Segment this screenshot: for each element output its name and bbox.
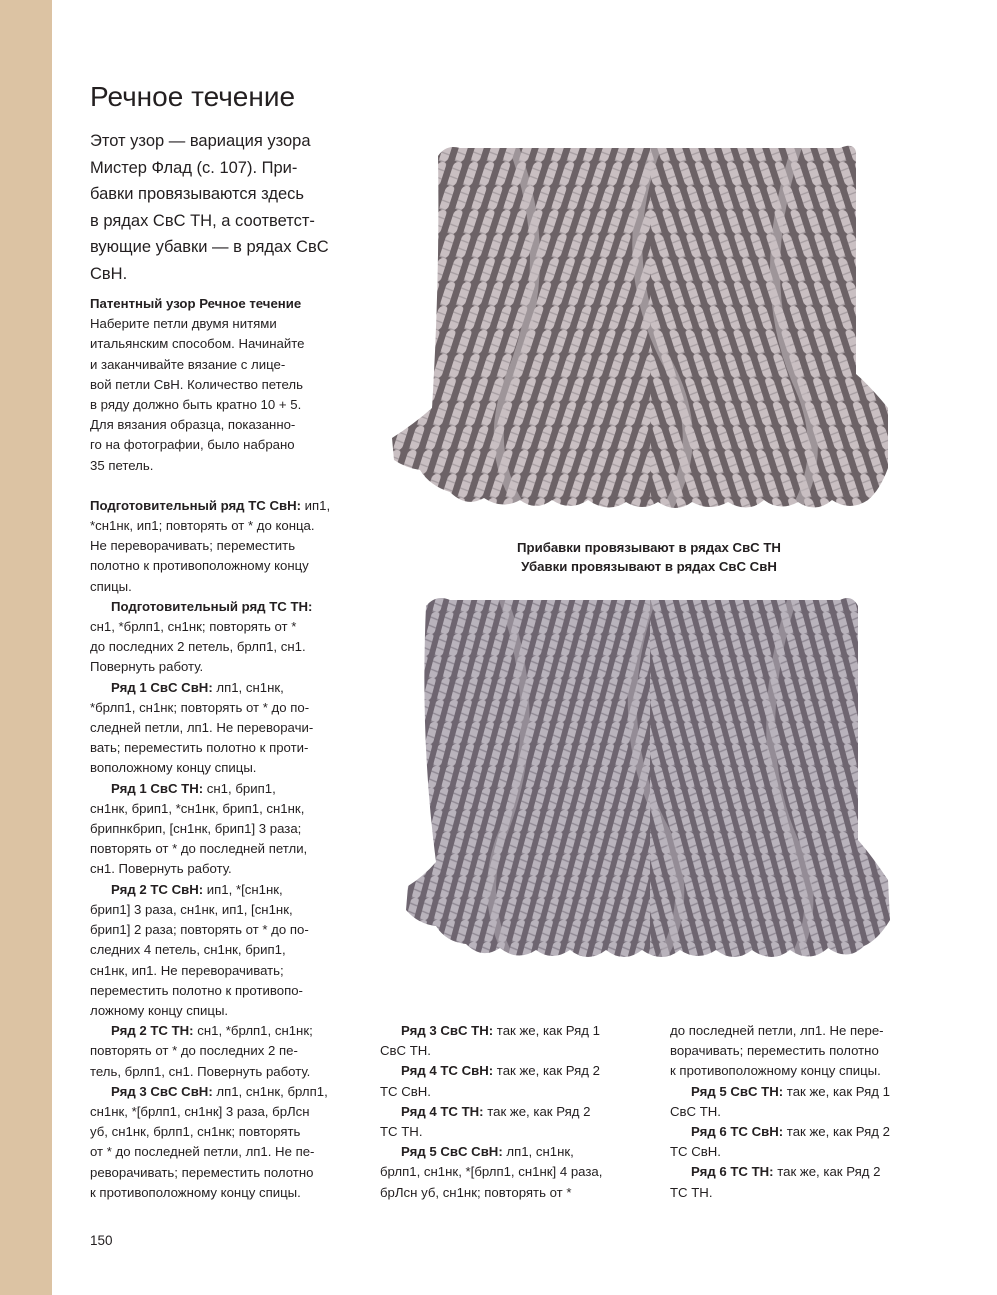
caption-line: Прибавки провязывают в рядах СвС ТН <box>517 540 781 555</box>
row-3-rs-dk <box>380 1021 645 1041</box>
text-line: сн1, *брлп1, сн1нк; повторять от * <box>90 619 297 635</box>
text-column-1 <box>90 294 355 1203</box>
text-line: переместить полотно к противопо- <box>90 982 303 998</box>
text-line: го на фотографии, было набрано <box>90 437 295 453</box>
text-line: *брлп1, сн1нк; повторять от * до по- <box>90 699 310 715</box>
row-label: Ряд 4 ТС СвН: <box>401 1063 494 1079</box>
row-label: Ряд 5 СвС ТН: <box>691 1083 784 1099</box>
row-5-rs-lt <box>380 1142 645 1162</box>
text-line: до последней петли, лп1. Не пере- <box>670 1023 884 1038</box>
caption-line: Убавки провязывают в рядах СвС СвН <box>521 559 777 574</box>
text-line: в ряду должно быть кратно 10 + 5. <box>90 397 302 413</box>
intro-line: бавки провязываются здесь <box>90 185 305 203</box>
text-line: повторять от * до последних 2 пе- <box>90 1043 298 1059</box>
text-line: следней петли, лп1. Не переворачи- <box>90 720 314 736</box>
row-text: так же, как Ряд 2 <box>773 1164 881 1180</box>
row-label: Ряд 3 СвС СвН: <box>111 1083 213 1099</box>
row-1-rs-dk <box>90 779 355 799</box>
row-label: Подготовительный ряд ТС СвН: <box>90 497 302 513</box>
text-line: тель, брлп1, сн1. Повернуть работу. <box>90 1063 311 1079</box>
row-label: Ряд 4 ТС ТН: <box>401 1103 484 1119</box>
text-line: 35 петель. <box>90 457 154 473</box>
row-text: ип1, <box>301 497 331 513</box>
text-line: Не переворачивать; переместить <box>90 538 296 554</box>
text-line: вать; переместить полотно к проти- <box>90 740 309 756</box>
pattern-heading: Патентный узор Речное течение <box>90 296 302 311</box>
row-4-ws-lt <box>380 1061 645 1081</box>
page-title: Речное течение <box>90 81 296 112</box>
row-text: так же, как Ряд 2 <box>483 1103 591 1119</box>
text-line: итальянским способом. Начинайте <box>90 336 305 352</box>
row-6-ws-dk <box>670 1162 935 1182</box>
text-line: повторять от * до последней петли, <box>90 841 308 857</box>
row-1-rs-ws <box>90 678 355 698</box>
text-line: полотно к противоположному концу <box>90 558 309 574</box>
text-line: и заканчивайте вязание с лице- <box>90 356 286 372</box>
text-line: брипнкбрип, [сн1нк, брип1] 3 раза; <box>90 821 302 837</box>
text-line: Повернуть работу. <box>90 659 204 675</box>
prep-row-2-label: Подготовительный ряд ТС ТН: <box>111 598 313 614</box>
row-label: Ряд 2 ТС ТН: <box>111 1023 194 1039</box>
row-3-rs-lt <box>90 1082 355 1102</box>
row-text: сн1, брип1, <box>203 780 276 796</box>
text-line: к противоположному концу спицы. <box>670 1063 881 1079</box>
intro-line: Этот узор — вариация узора <box>90 132 311 150</box>
row-text: лп1, сн1нк, <box>212 679 284 695</box>
row-text: сн1, *брлп1, сн1нк; <box>193 1023 313 1039</box>
text-line: воположному концу спицы. <box>90 760 257 776</box>
text-line: ТС ТН. <box>670 1184 713 1200</box>
row-text: так же, как Ряд 1 <box>493 1023 600 1038</box>
text-line: СвС ТН. <box>380 1043 431 1059</box>
intro-line: вующие убавки — в рядах СвС <box>90 238 329 256</box>
row-label: Ряд 5 СвС СвН: <box>401 1144 503 1160</box>
text-line: брлп1, сн1нк, *[брлп1, сн1нк] 4 раза, <box>380 1164 603 1180</box>
text-line: реворачивать; переместить полотно <box>90 1164 314 1180</box>
text-line: ТС ТН. <box>380 1124 423 1140</box>
row-text: лп1, сн1нк, брлп1, <box>212 1083 328 1099</box>
text-line: Для вязания образца, показанно- <box>90 417 296 433</box>
row-label: Ряд 6 ТС СвН: <box>691 1124 784 1140</box>
text-line: вой петли СвН. Количество петель <box>90 376 303 392</box>
text-line: сн1. Повернуть работу. <box>90 861 232 877</box>
text-line: сн1нк, ип1. Не переворачивать; <box>90 962 284 978</box>
row-label: Ряд 3 СвС ТН: <box>401 1023 494 1038</box>
intro-line: Мистер Флад (с. 107). При- <box>90 158 298 177</box>
text-line: брип1] 2 раза; повторять от * до по- <box>90 922 309 938</box>
text-column-3 <box>670 1021 935 1203</box>
prep-row-1 <box>90 496 355 516</box>
text-line: уб, сн1нк, брлп1, сн1нк; повторять <box>90 1124 301 1140</box>
text-line: ложному концу спицы. <box>90 1002 229 1018</box>
row-label: Ряд 2 ТС СвН: <box>111 881 204 897</box>
row-2-ws-lt <box>90 880 355 900</box>
text-line: брЛсн уб, сн1нк; повторять от * <box>380 1184 572 1200</box>
text-line: брип1] 3 раза, сн1нк, ип1, [сн1нк, <box>90 901 293 917</box>
row-2-ws-dk <box>90 1021 355 1041</box>
knit-swatch-photo-1 <box>380 138 918 520</box>
row-text: ип1, *[сн1нк, <box>203 881 283 897</box>
intro-line: СвН. <box>90 264 128 283</box>
text-line: от * до последней петли, лп1. Не пе- <box>90 1144 315 1160</box>
text-line: спицы. <box>90 578 132 594</box>
row-text: так же, как Ряд 2 <box>783 1124 890 1140</box>
text-line: СвС ТН. <box>670 1103 721 1119</box>
text-line: Наберите петли двумя нитями <box>90 316 277 332</box>
text-column-2 <box>380 1021 645 1203</box>
row-5-rs-dk <box>670 1082 935 1102</box>
text-line: сн1нк, брип1, *сн1нк, брип1, сн1нк, <box>90 800 305 816</box>
row-label: Ряд 1 СвС ТН: <box>111 780 204 796</box>
page-number: 150 <box>90 1233 113 1248</box>
row-label: Ряд 6 ТС ТН: <box>691 1164 774 1180</box>
knit-swatch-photo-2 <box>380 590 918 975</box>
text-line: ТС СвН. <box>380 1083 431 1099</box>
intro-line: в рядах СвС ТН, а соответст- <box>90 211 315 230</box>
row-4-ws-dk <box>380 1102 645 1122</box>
row-label: Ряд 1 СвС СвН: <box>111 679 213 695</box>
row-6-ws-lt <box>670 1122 935 1142</box>
text-line: до последних 2 петель, брлп1, сн1. <box>90 639 306 655</box>
text-line: *сн1нк, ип1; повторять от * до конца. <box>90 518 315 534</box>
text-line: ворачивать; переместить полотно <box>670 1043 879 1059</box>
row-text: лп1, сн1нк, <box>502 1144 574 1160</box>
intro-paragraph <box>90 128 360 287</box>
row-text: так же, как Ряд 2 <box>493 1063 600 1079</box>
text-line: следних 4 петель, сн1нк, брип1, <box>90 942 286 958</box>
text-line: сн1нк, *[брлп1, сн1нк] 3 раза, брЛсн <box>90 1103 310 1119</box>
photo-caption <box>380 538 918 576</box>
text-line: к противоположному концу спицы. <box>90 1184 301 1200</box>
text-line: ТС СвН. <box>670 1144 721 1160</box>
side-color-band <box>0 0 52 1295</box>
row-text: так же, как Ряд 1 <box>783 1083 890 1099</box>
